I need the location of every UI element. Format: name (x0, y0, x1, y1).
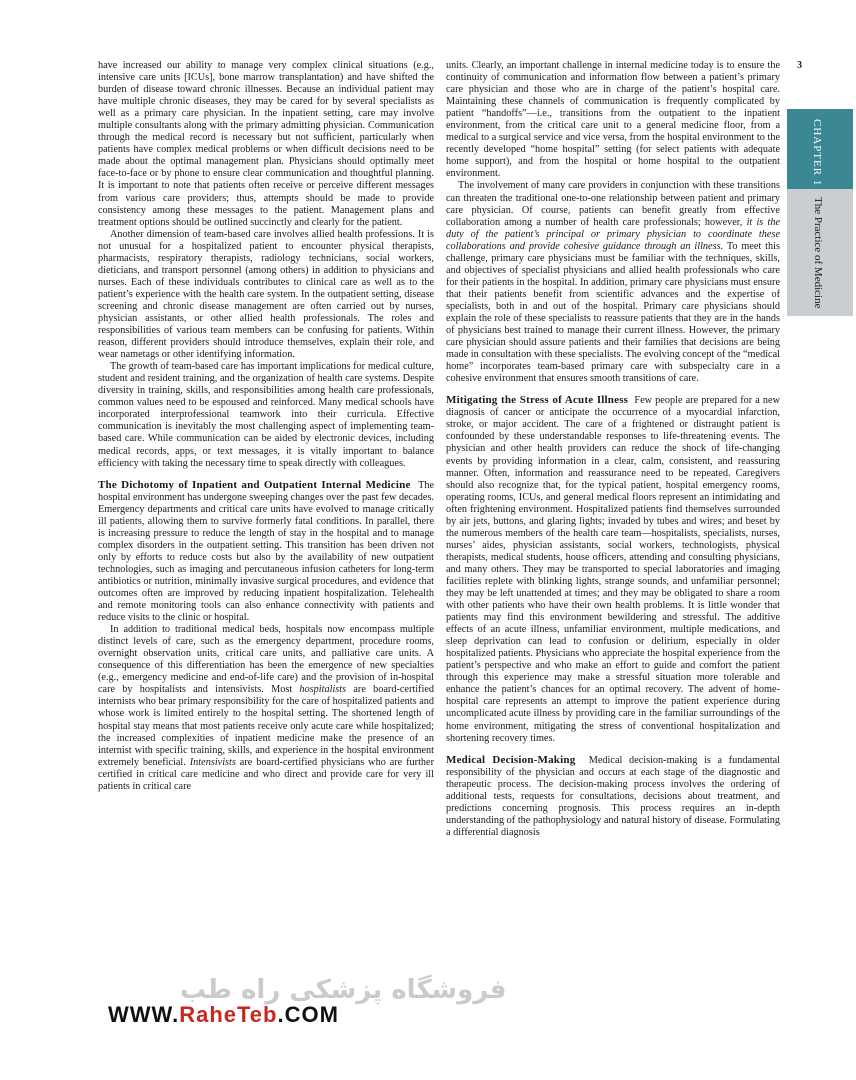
text-run: In addition to traditional medical beds, hospitals now encompass multiple distinct levels of care, such as the emergency department, procedure rooms, overnight observation units, critical care units, and palliative care units. A consequence of this differentiation has been the emergence of new specialties (e.g., emergency medicine and end-of-life care) and the provision of in-hospital care by hospitalists and intensivists. Most (98, 624, 434, 696)
left-column (98, 60, 434, 793)
text-run: To meet this challenge, primary care physicians must be familiar with the techniques, skills, and objectives of specialist physicians and allied health professionals who care for their patients in the hospital. In addition, primary care physicians must ensure that their patients benefit from scientific advances and the expertise of specialists, both in and out of the hospital. Primary care physicians should explain the role of these specialists to reassure patients that they are in the hands of physicians best trained to manage their current illness. However, the primary care physician should assure patients and their families that decisions are being made in consultation with these specialists. The evolving concept of the “medical home” incorporates team-based primary care with subspecialty care in a cohesive environment that ensures smooth transitions of care. (446, 240, 780, 385)
chapter-tab (787, 109, 853, 316)
paragraph: units. Clearly, an important challenge in internal medicine today is to ensure the continuity of communication and information flow between a patient’s primary care physician and those who are in charge of the patient’s hospital care. Maintaining these channels of communication is frequently complicated by patient “handoffs”—i.e., transitions from the outpatient to the inpatient environment, from the critical care unit to a general medicine floor, from a medical to a surgical service and vice versa, from the hospital environment to the recently developed “home hospital” setting (for select patients with adequate home support), and from the hospital or home hospital to the outpatient environment. (446, 60, 780, 180)
paragraph: Medical decision-making is a fundamental responsibility of the physician and occurs at each stage of the diagnostic and therapeutic process. The decision-making process involves the ordering of additional tests, requests for consultations, decisions about treatment, and predictions concerning prognosis. This process requires an in-depth understanding of the pathophysiology and natural history of disease. Formulating a differential diagnosis (446, 754, 780, 838)
watermark-arabic: فروشگاه پزشکی راه طب (180, 975, 507, 1005)
watermark-suffix: .COM (277, 1002, 339, 1027)
section-heading: Mitigating the Stress of Acute Illness (446, 394, 629, 407)
section-heading: The Dichotomy of Inpatient and Outpatient Internal Medicine (98, 478, 411, 491)
paragraph: Few people are prepared for a new diagnosis of cancer or anticipate the occurrence of a myocardial infarction, stroke, or major accident. The care of a frightened or distraught patient is confounded by these understandable responses to life-threatening events. The physician and other health providers can reduce the shock of life-changing events by providing information in a clear, calm, consistent, and reassuring manner. Often, information and reassurance need to be repeated. Caregivers should also recognize that, for the typical patient, hospital emergency rooms, operating rooms, ICUs, and general medical floors represent an intimidating and often frightening environment. Hospitalized patients find themselves surrounded by air jets, buttons, and glaring lights; invaded by tubes and wires; and beset by the numerous members of the health care team—hospitalists, specialists, nurses, nurses’ aides, physician assistants, social workers, technologists, physical therapists, medical students, house officers, attending and consulting physicians, and many others. They may be transported to special laboratories and imaging facilities replete with blinking lights, strange sounds, and unfamiliar personnel; they may be left unattended at times; and they may be obligated to share a room with other patients who have their own health problems. It is little wonder that patients may find this environment bewildering and stressful. The additive effects of an acute illness, unfamiliar environment, multiple medications, and sleep deprivation can lead to confusion or delirium, especially in older hospitalized patients. Physicians who appreciate the hospital experience from the patient’s perspective and who make an effort to guide and comfort the patient through this experience may make a stressful situation more tolerable and enhance the patient’s chances for an optimal recovery. The advent of home-hospital care represents an attempt to improve the patient experience during uncomplicated acute illness by providing care in the familiar surroundings of the home environment, mitigating the stress of conventional hospitalization and shortening recovery times. (446, 395, 780, 744)
emphasis-text: it is the duty of the patient’s principal or primary physician to coordinate these collaborations and provide cohesive guidance through an illness. (446, 216, 781, 252)
text-run: are board-certified internists who bear primary responsibility for the care of hospitalized patients and whose work is limited entirely to the hospital setting. The shortened length of hospital stay means that most patients receive only acute care while hospitalized; the increased complexities of inpatient medicine make the presence of an internist with specific training, skills, and experience in the hospital environment extremely beneficial. (98, 684, 434, 768)
paragraph (98, 624, 434, 793)
paragraph (446, 180, 780, 385)
chapter-title: The Practice of Medicine (812, 197, 824, 309)
page-number: 3 (797, 60, 802, 71)
section-heading: Medical Decision-Making (446, 753, 576, 766)
chapter-label: CHAPTER 1 (811, 119, 823, 187)
watermark-logo (108, 1002, 339, 1028)
watermark-prefix: WWW. (108, 1002, 180, 1027)
paragraph: Another dimension of team-based care involves allied health professions. It is not unusual for a hospitalized patient to encounter physical therapists, pharmacists, respiratory therapists, radiology technicians, social workers, dieticians, and transport personnel (among others) in addition to physicians and nurses. Each of these individuals contributes to clinical care as well as to the patient’s experience with the health care system. In the outpatient setting, disease screening and chronic disease management are often carried out by nurses, physician assistants, or other allied health professionals. The roles and responsibilities of various team members can be confusing for patients. Within reason, different providers should introduce themselves, explain their role, and wear nametags or other identifying information. (98, 228, 434, 361)
term-hospitalists: hospitalists (299, 684, 347, 696)
text-run: The involvement of many care providers in conjunction with these transitions can threaten the traditional one-to-one relationship between patient and primary care physician. Of course, patients can benefit greatly from effective collaboration among a number of health care professionals; however, (446, 180, 780, 228)
term-intensivists: Intensivists (189, 756, 236, 768)
watermark-brand: RaheTeb (179, 1002, 278, 1027)
paragraph: have increased our ability to manage very complex clinical situations (e.g., intensive care units [ICUs], bone marrow transplantation) and have shifted the burden of disease toward chronic illnesses. Because an individual patient may have multiple chronic diseases, they may be cared for by several specialists as well as a primary care physician. In the inpatient setting, care may involve multiple consultants along with the primary admitting physician. Communication through the medical record is necessary but not sufficient, particularly when patients have complex medical problems or when difficult decisions need to be made about the optimal management plan. Physicians should optimally meet face-to-face or by phone to ensure clear communication and thoughtful planning. It is important to note that patients often receive or perceive different messages from various care providers; thus, attempts should be made to provide consistency among these messages to the patient. Management plans and treatment options should be outlined succinctly and clearly for the patient. (98, 60, 434, 228)
text-run: are board-certified physicians who are further certified in critical care medicine and who direct and provide care for very ill patients in critical care (98, 756, 435, 792)
paragraph: The hospital environment has undergone sweeping changes over the past few decades. Emergency departments and critical care units have evolved to manage critically ill patients, allowing them to survive formerly fatal conditions. In parallel, there is increasing pressure to reduce the length of stay in the hospital and to manage complex disorders in the outpatient setting. This transition has been driven not only by efforts to reduce costs but also by the availability of new outpatient technologies, such as imaging and percutaneous infusion catheters for long-term antibiotics or nutrition, minimally invasive surgical procedures, and evidence that outcomes often are improved by reducing inpatient hospitalization. Telehealth and remote monitoring tools can also enhance connectivity with patients and reduce visits to the clinic or hospital. (98, 479, 435, 624)
right-column (446, 60, 780, 839)
paragraph: The growth of team-based care has important implications for medical culture, student and resident training, and the organization of health care systems. Despite diversity in training, skills, and responsibilities among health care professionals, common values need to be espoused and reinforced. Many medical schools have incorporated interprofessional teamwork into their curricula. Effective communication is inevitably the most challenging aspect of implementing team-based care. While communication can be aided by electronic devices, including medical records, apps, or text messages, it is vitally important to balance efficiency with taking the necessary time to speak directly with colleagues. (98, 361, 434, 469)
